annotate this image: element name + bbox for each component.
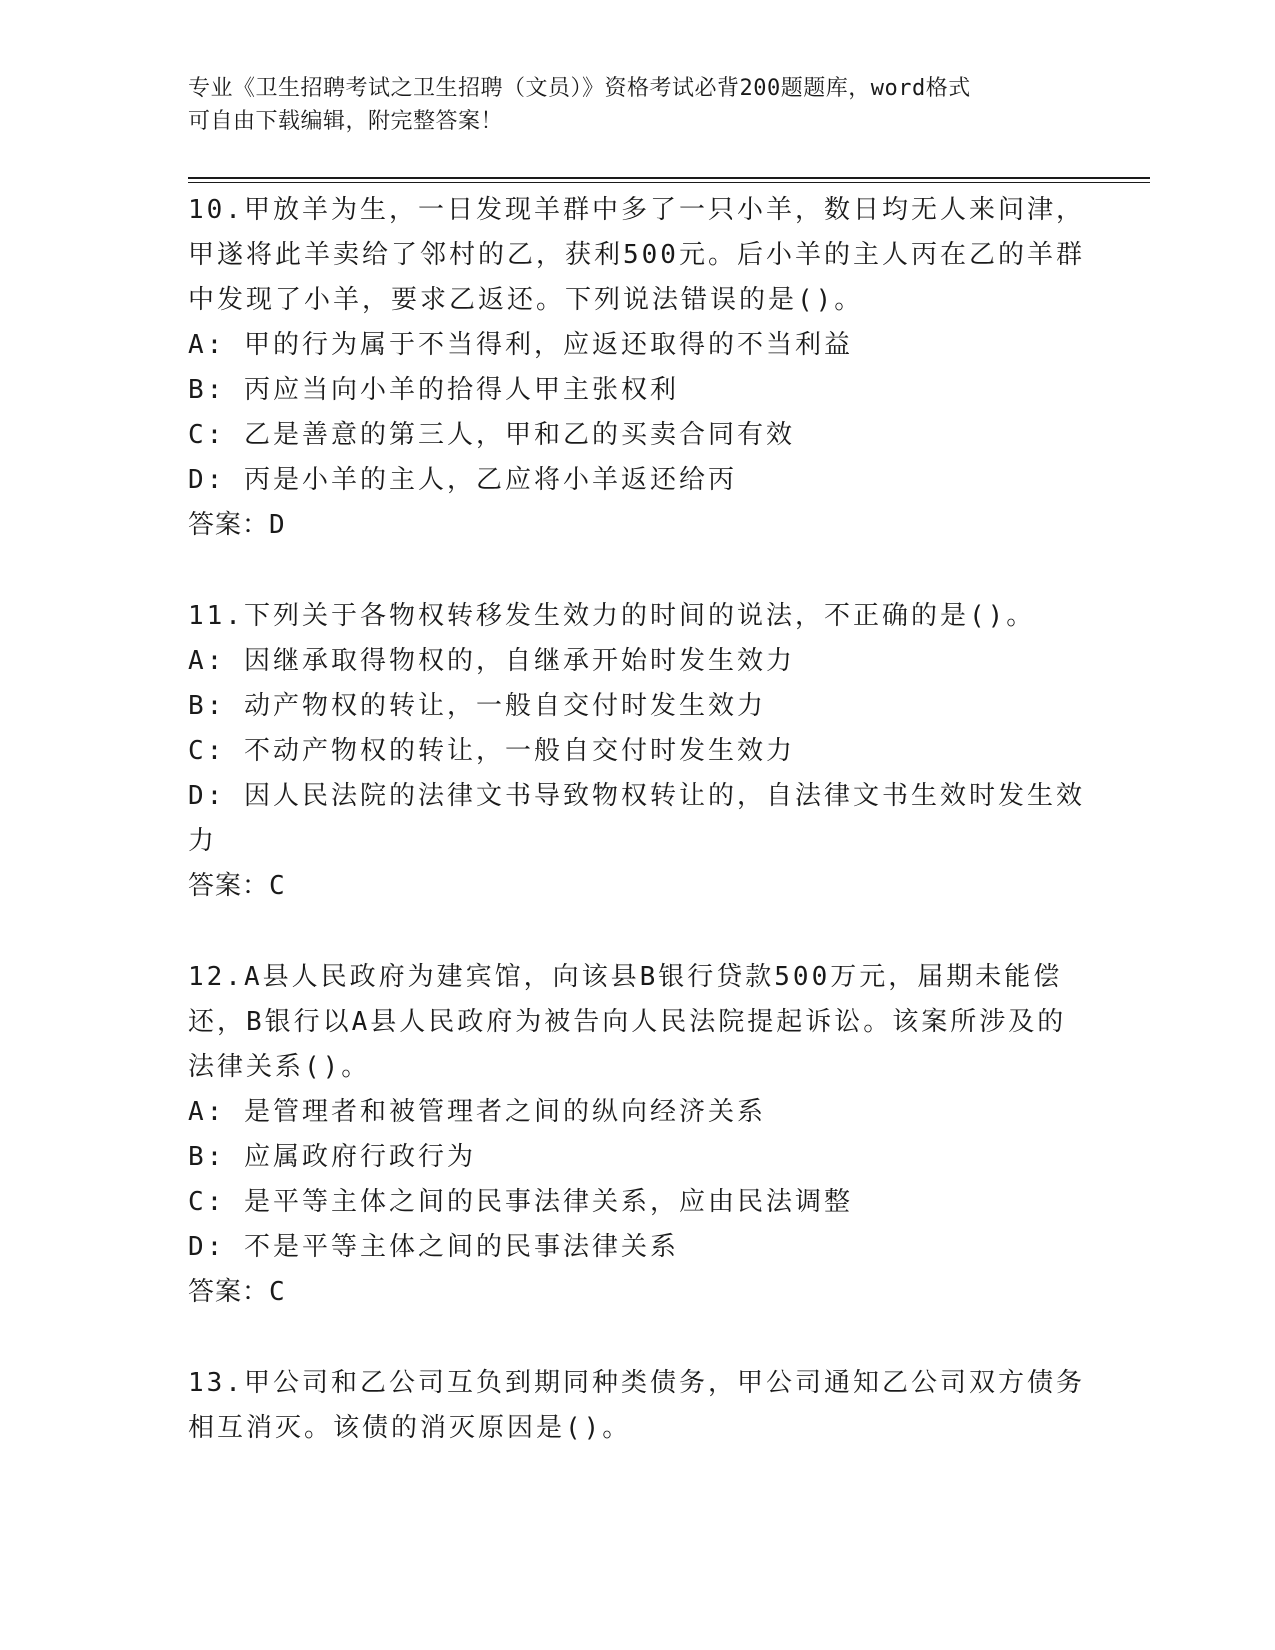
option-a: A: 甲的行为属于不当得利，应返还取得的不当利益 xyxy=(188,330,853,360)
option-c: C: 是平等主体之间的民事法律关系，应由民法调整 xyxy=(188,1187,853,1217)
option-d: D: 丙是小羊的主人，乙应将小羊返还给丙 xyxy=(188,465,737,495)
option-c: C: 乙是善意的第三人，甲和乙的买卖合同有效 xyxy=(188,420,795,450)
question-stem: 13.甲公司和乙公司互负到期同种类债务，甲公司通知乙公司双方债务相互消灭。该债的消灭原因是()。 xyxy=(188,1368,1085,1443)
header-line-1: 专业《卫生招聘考试之卫生招聘（文员）》资格考试必背200题题库，word格式 xyxy=(188,76,971,101)
answer-value: C xyxy=(269,1277,286,1307)
answer-line xyxy=(188,1270,1088,1315)
option-b: B: 应属政府行政行为 xyxy=(188,1142,476,1172)
answer-label: 答案： xyxy=(188,871,270,901)
answer-label: 答案： xyxy=(188,510,270,540)
header-divider-thick xyxy=(188,177,1150,179)
question-stem: 11.下列关于各物权转移发生效力的时间的说法，不正确的是()。 xyxy=(188,601,1036,631)
question-10 xyxy=(188,188,1088,548)
answer-value: C xyxy=(269,871,286,901)
header-line-2: 可自由下载编辑，附完整答案！ xyxy=(188,109,504,134)
question-stem: 10.甲放羊为生，一日发现羊群中多了一只小羊，数日均无人来问津，甲遂将此羊卖给了邻村的乙，获利500元。后小羊的主人丙在乙的羊群中发现了小羊，要求乙返还。下列说法错误的是()。 xyxy=(188,195,1085,315)
option-d: D: 因人民法院的法律文书导致物权转让的，自法律文书生效时发生效力 xyxy=(188,781,1085,856)
option-b: B: 动产物权的转让，一般自交付时发生效力 xyxy=(188,691,766,721)
question-list xyxy=(188,188,1088,1497)
option-a: A: 是管理者和被管理者之间的纵向经济关系 xyxy=(188,1097,766,1127)
option-b: B: 丙应当向小羊的拾得人甲主张权利 xyxy=(188,375,679,405)
question-11 xyxy=(188,594,1088,909)
answer-label: 答案： xyxy=(188,1277,270,1307)
option-a: A: 因继承取得物权的，自继承开始时发生效力 xyxy=(188,646,795,676)
answer-line xyxy=(188,864,1088,909)
question-stem: 12.A县人民政府为建宾馆，向该县B银行贷款500万元，届期未能偿还，B银行以A县人民政府为被告向人民法院提起诉讼。该案所涉及的法律关系()。 xyxy=(188,962,1067,1082)
answer-value: D xyxy=(269,510,286,540)
question-12 xyxy=(188,955,1088,1315)
option-c: C: 不动产物权的转让，一般自交付时发生效力 xyxy=(188,736,795,766)
header-divider-thin xyxy=(188,182,1150,183)
answer-line xyxy=(188,503,1088,548)
document-header xyxy=(188,72,1088,138)
question-13 xyxy=(188,1361,1088,1451)
option-d: D: 不是平等主体之间的民事法律关系 xyxy=(188,1232,679,1262)
